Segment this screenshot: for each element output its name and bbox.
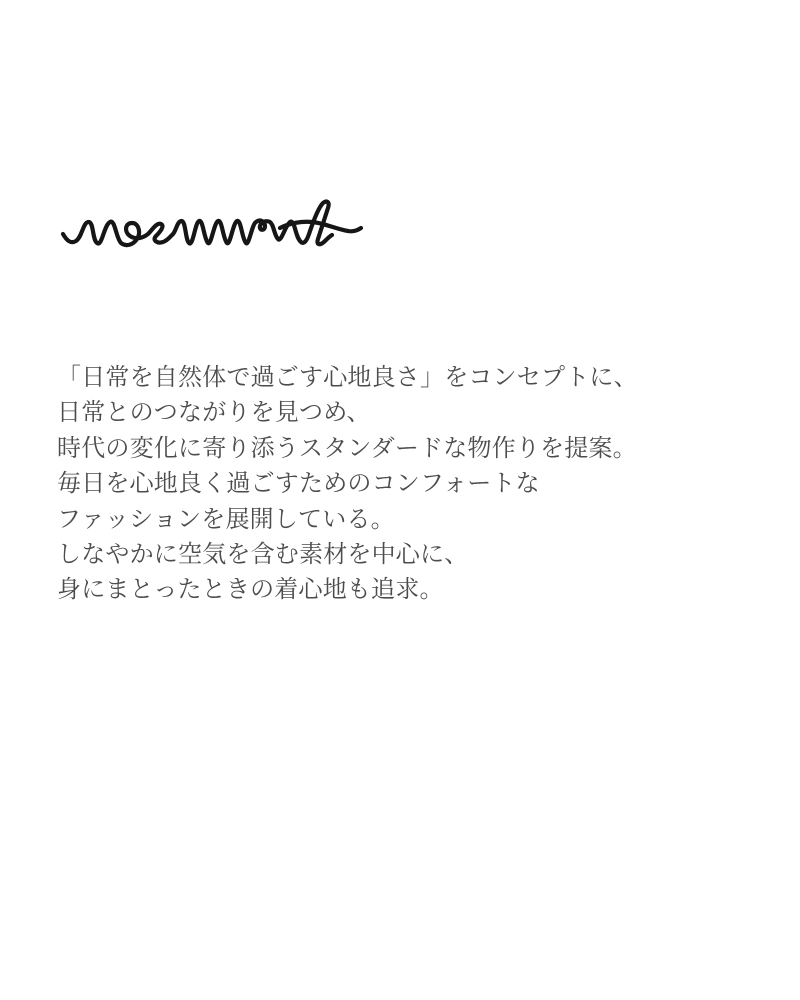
brand-description-line: ファッションを展開している。 bbox=[57, 505, 395, 533]
brand-description-line: 「日常を自然体で過ごす心地良さ」をコンセプトに、 bbox=[57, 364, 638, 391]
brand-description-line: 時代の変化に寄り添うスタンダードな物作りを提案。 bbox=[57, 434, 637, 462]
brand-description bbox=[57, 360, 747, 608]
brand-description-line: しなやかに空気を含む素材を中心に、 bbox=[57, 540, 469, 568]
brand-description-line: 毎日を心地良く過ごすためのコンフォートな bbox=[57, 470, 540, 498]
brand-description-line: 日常とのつながりを見つめ、 bbox=[57, 399, 371, 427]
brand-logo bbox=[58, 196, 366, 254]
brand-description-line: 身にまとったときの着心地も追求。 bbox=[57, 576, 444, 604]
brand-logo-signature-icon bbox=[58, 196, 366, 254]
